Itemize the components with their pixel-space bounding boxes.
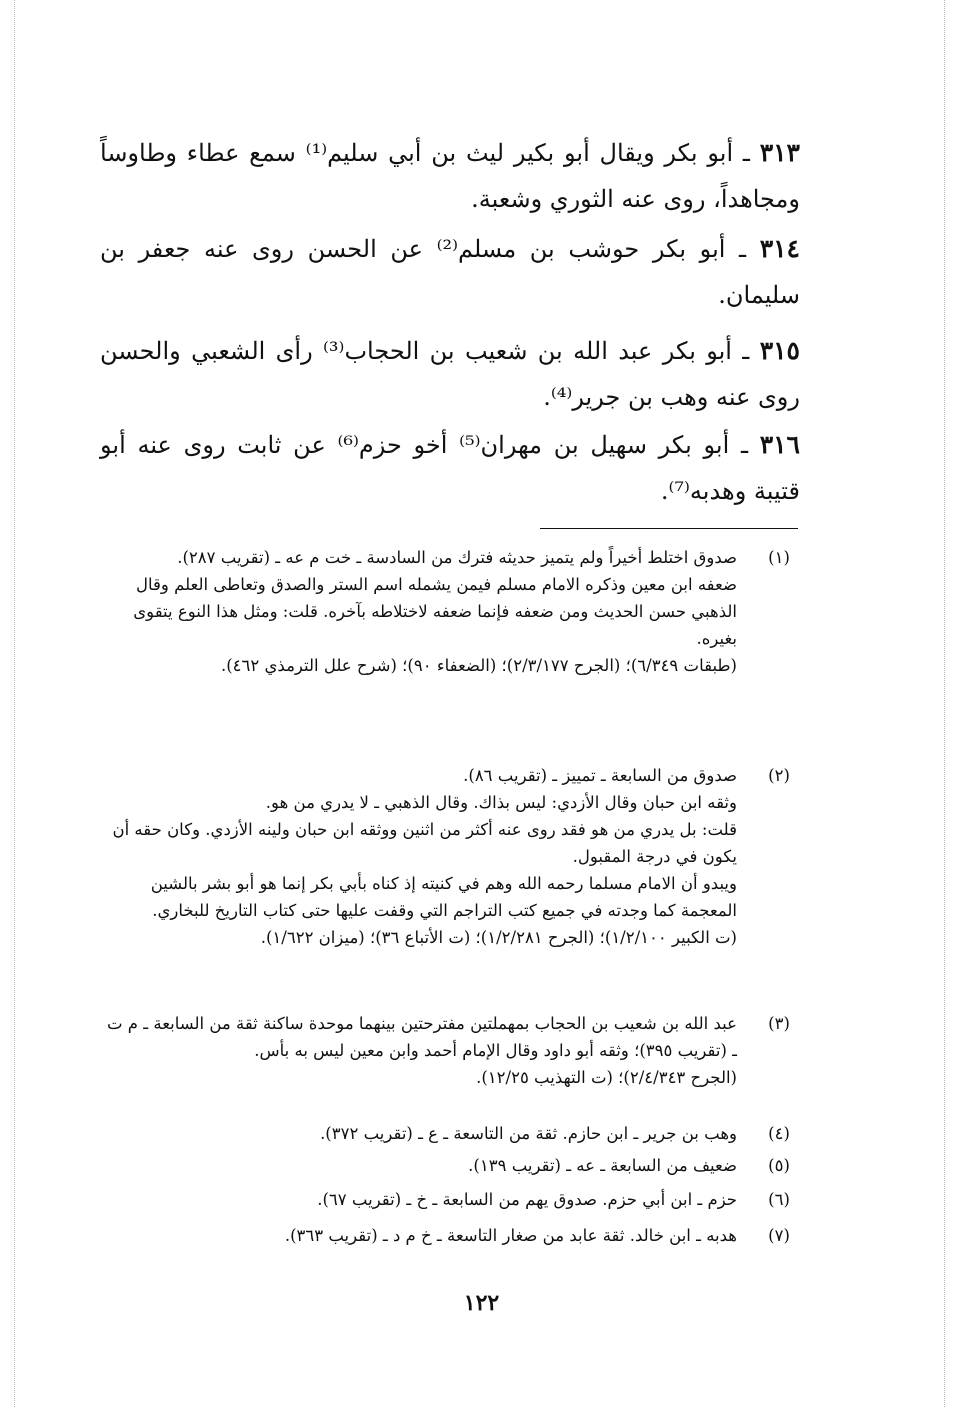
footnote-3 [100,1010,795,1091]
entry-315 [100,328,800,420]
footnote-5 [100,1152,795,1179]
footnote-line: (طبقات ٦/٣٤٩)؛ (الجرح ٢/٣/١٧٧)؛ (الضعفاء ٩٠)؛ (شرح علل الترمذي ٤٦٢). [220,656,737,675]
footnote-2 [100,762,795,951]
entry-number: ٣١٣ [759,138,800,167]
entry-text: ـ أبو بكر عبد الله بن شعيب بن الحجاب⁽³⁾ رأى الشعبي والحسن روى عنه وهب بن جرير⁽⁴⁾. [100,337,800,411]
page-number: ١٢٢ [463,1290,500,1316]
footnote-line: صدوق من السابعة ـ تمييز ـ (تقريب ٨٦). [463,766,737,785]
footnote-line: (الجرح ٢/٤/٣٤٣)؛ (ت التهذيب ١٢/٢٥). [476,1068,737,1087]
entry-314 [100,226,800,318]
footnote-line: ويبدو أن الامام مسلما رحمه الله وهم في كنيته إذ كناه بأبي بكر إنما هو أبو بشر بالشين المعجمة كما وجدته في جميع كتب التراجم التي وقفت عليها حتى كتاب التاريخ للبخاري. [150,874,737,920]
entry-number: ٣١٥ [759,336,800,365]
footnote-number: (٤) [768,1124,790,1143]
footnote-separator [540,528,798,529]
entry-number: ٣١٤ [759,234,800,263]
footnote-number: (٥) [768,1156,790,1175]
entry-text: ـ أبو بكر حوشب بن مسلم⁽²⁾ عن الحسن روى عنه جعفر بن سليمان. [100,235,800,309]
footnote-line: هدبه ـ ابن خالد. ثقة عابد من صغار التاسعة ـ خ م د ـ (تقريب ٣٦٣). [284,1226,737,1245]
entry-number: ٣١٦ [759,430,800,459]
footnote-number: (٢) [768,766,790,785]
footnote-1 [100,544,795,679]
footnote-line: حزم ـ ابن أبي حزم. صدوق يهم من السابعة ـ خ ـ (تقريب ٦٧). [317,1190,737,1209]
footnote-7 [100,1222,795,1249]
entry-text: ـ أبو بكر ويقال أبو بكير ليث بن أبي سليم⁽¹⁾ سمع عطاء وطاوساً ومجاهداً، روى عنه الثوري وشعبة. [100,139,800,213]
footnote-line: وهب بن جرير ـ ابن حازم. ثقة من التاسعة ـ ع ـ (تقريب ٣٧٢). [320,1124,737,1143]
footnote-number: (١) [768,548,790,567]
footnote-line: ضعفه ابن معين وذكره الامام مسلم فيمن يشمله اسم الستر والصدق وتعاطى العلم وقال الذهبي حسن الحديث ومن ضعفه فإنما ضعفه لاختلاطه بآخره. قلت: ومثل هذا النوع يتقوى بغيره. [133,575,737,648]
footnote-line: صدوق اختلط أخيراً ولم يتميز حديثه فترك من السادسة ـ خت م عه ـ (تقريب ٢٨٧). [177,548,737,567]
footnote-number: (٣) [768,1014,790,1033]
footnote-4 [100,1120,795,1147]
footnote-line: (ت الكبير ١/٢/١٠٠)؛ (الجرح ١/٢/٢٨١)؛ (ت الأتباع ٣٦)؛ (ميزان ١/٦٢٢). [260,928,737,947]
footnote-number: (٧) [768,1226,790,1245]
footnote-line: عبد الله بن شعيب بن الحجاب بمهملتين مفترحتين بينهما موحدة ساكنة ثقة من السابعة ـ م ت ـ (تقريب ٣٩٥)؛ وثقه أبو داود وقال الإمام أحمد وابن معين ليس به بأس. [107,1014,737,1060]
entry-text: ـ أبو بكر سهيل بن مهران⁽⁵⁾ أخو حزم⁽⁶⁾ عن ثابت روى عنه أبو قتيبة وهدبه⁽⁷⁾. [100,431,800,505]
footnote-line: ضعيف من السابعة ـ عه ـ (تقريب ١٣٩). [468,1156,737,1175]
entry-313 [100,130,800,222]
footnote-line: وثقه ابن حبان وقال الأزدي: ليس بذاك. وقال الذهبي ـ لا يدري من هو. [265,793,737,812]
entry-316 [100,422,800,514]
footnote-line: قلت: بل يدري من هو فقد روى عنه أكثر من اثنين ووثقه ابن حبان ولينه الأزدي. وكان حقه أن يكون في درجة المقبول. [112,820,737,866]
footnote-6 [100,1186,795,1213]
footnote-number: (٦) [768,1190,790,1209]
